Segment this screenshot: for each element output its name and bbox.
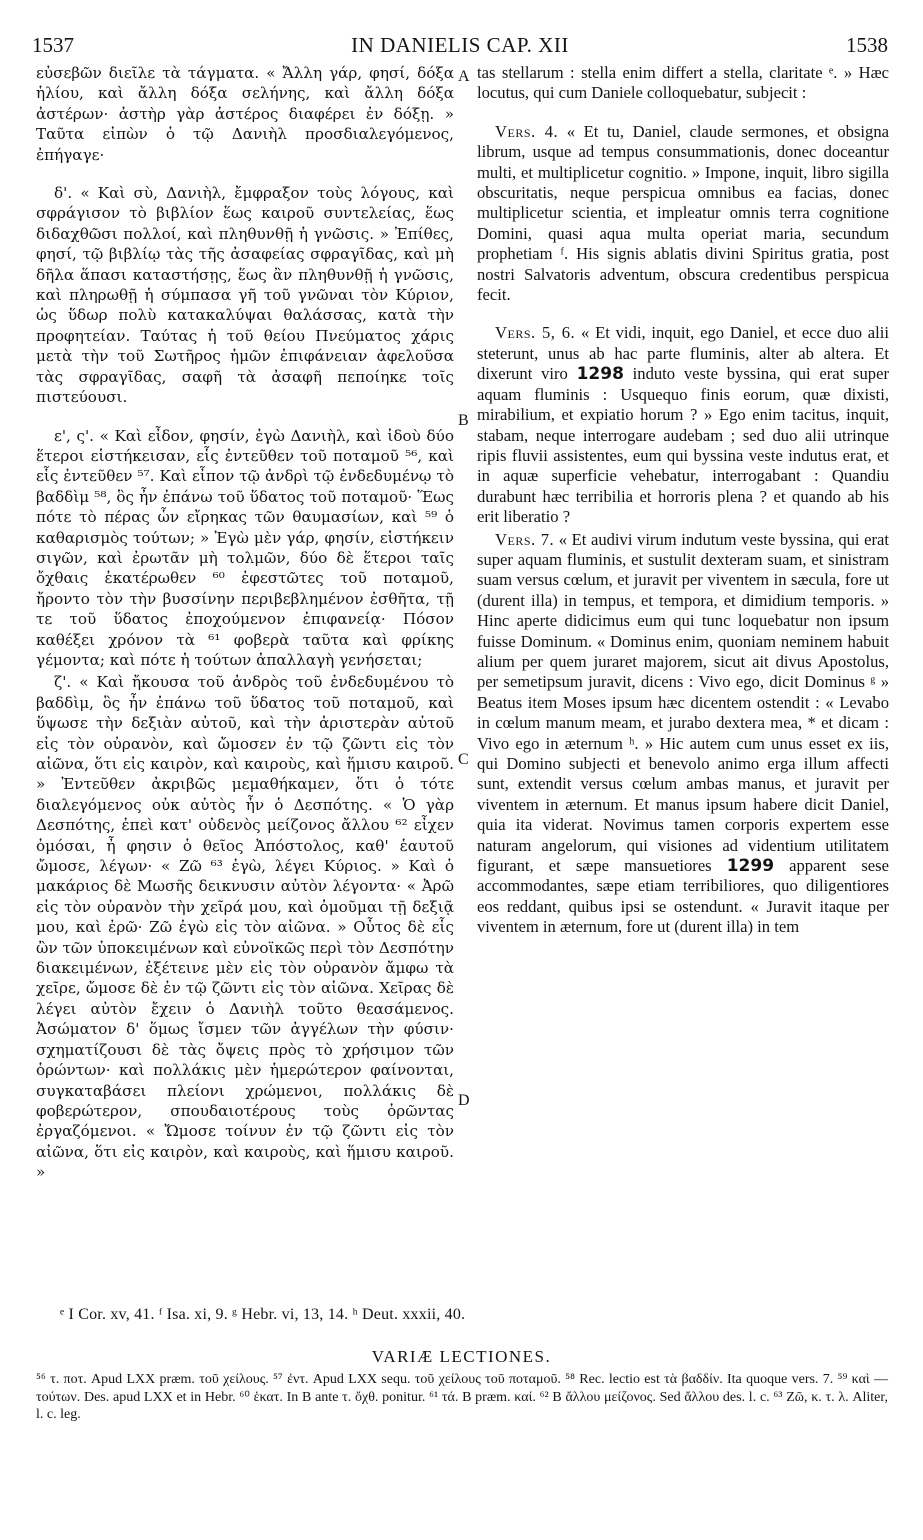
greek-paragraph-verse-5-6: ε', ς'. « Καὶ εἶδον, φησίν, ἐγὼ Δανιὴλ, καὶ ἰδοὺ δύο ἕτεροι εἱστήκεισαν, εἷς ἐντεῦθεν τοῦ ποταμοῦ ⁵⁶, καὶ εἷς ἐντεῦθεν ⁵⁷. Καὶ εἶπον τῷ ἀνδρὶ τῷ ἐνδεδυμένῳ τὸ βαδδὶμ ⁵⁸, ὃς ἦν ἐπάνω τοῦ ὕδατος τοῦ ποταμοῦ· Ἕως πότε τὸ πέρας ὧν εἴρηκας τῶν θαυμασίων, καὶ ⁵⁹ ὁ καθαρισμὸς τούτων; » Ἐγὼ μὲν γάρ, φησίν, εἱστήκειν σιγῶν, καὶ ἐρωτᾶν μὴ τολμῶν, δύο δὲ ἕτεροι ταῖς ὄχθαις ἑκατέρωθεν ⁶⁰ ἐφεστῶτες τοῦ ποταμοῦ, ἤροντο τὸν τὴν βυσσίνην περιβεβλημένον ἐσθῆτα, τῇ τε τοῦ ὕδατος ἐποχούμενον ἐπιφανείᾳ· Πόσον καθέξει χρόνον τὰ ⁶¹ φοβερὰ ταῦτα καὶ φρίκης γέμοντα; καὶ πότε ἡ τούτων ἀπαλλαγὴ γενήσεται; [36, 426, 454, 669]
variae-lectiones-title: VARIÆ LECTIONES. [371, 1347, 552, 1366]
latin-paragraph-verse-7 [477, 530, 889, 938]
column-number-1298: 1298 [576, 364, 624, 385]
verse-label-4: Vers. 4. [495, 121, 559, 141]
greek-paragraph-verse-4: δ'. « Καὶ σὺ, Δανιὴλ, ἔμφραξον τοὺς λόγους, καὶ σφράγισον τὸ βιβλίον ἕως καιροῦ συντελείας, ἕως διδαχθῶσι πολλοί, καὶ πληθυνθῇ ἡ γνῶσις. » Ἐπίθες, φησί, τῷ βιβλίῳ τὰς τῆς ἀσαφείας σφραγῖδας, καὶ μὴ δῆλα ἅπασι καταστήσῃς, ἕως ἂν πληθυνθῇ ἡ γνῶσις, καὶ πληρωθῇ ἡ σύμπασα γῆ τοῦ γνῶναι τὸν Κύριον, ὡς ὕδωρ πολὺ κατακαλύψαι θαλάσσας, κατὰ τὴν προφητείαν. Ταύτας ἡ τοῦ θείου Πνεύματος χάρις μετὰ τὴν τοῦ Σωτῆρος ἡμῶν ἐπιφάνειαν ἀφελοῦσα τὰς σφραγῖδας, σαφῆ τὰ ἀσαφῆ πεποίηκε τοῖς πιστεύουσι. [36, 184, 454, 407]
latin-paragraph-1: tas stellarum : stella enim differt a stella, claritate ᵉ. » Hæc locutus, qui cum Daniele colloquebatur, subjecit : [477, 63, 889, 103]
section-marker-b: B [458, 412, 469, 429]
section-marker-a: A [458, 68, 470, 85]
footnotes: ᵉ I Cor. xv, 41. ᶠ Isa. xi, 9. ᵍ Hebr. vi, 13, 14. ʰ Deut. xxxii, 40. [60, 1306, 466, 1323]
page-number-right: 1538 [846, 33, 888, 57]
latin-text-verse-7-a: « Et audivi virum indutum veste byssina, qui erat super aquam fluminis, et sustulit dexteram suam, et sinistram suam versus cœlum, et juravit per viventem in sæcula, fore ut (durent illa) in tempus, et tempora, et dimidium temporis. » Hinc aperte didicimus eum qui tunc loquebatur non ipsum fuisse Dominum. « Dominus enim, quoniam neminem habuit alium per quem juraret majorem, sicut ait divus Apostolus, per semetipsum juravit, dicens : Vivo ego, dicit Dominus ᵍ » Beatus item Moses ipsum hæc dicentem ostendit : « Levabo in cœlum manum meam, et jurabo dextera mea, * et dicam : Vivo ego in æternum ʰ. » Hic autem cum unus esset ex iis, qui Domino subjecti et benevolo animo erga illum affecti sunt, extendit versus cœlum ambas manus, et juravit per viventem in æternum. Et manus ipsum habere dicit Daniel, quia ita viderat. Novimus tamen corporis expertem esse naturam angelorum, qui visiones ad videntium utilitatem figurant, et sæpe mansuetiores [477, 529, 889, 876]
latin-text-verse-5-6-b: induto veste byssina, qui erat super aquam fluminis : Usquequo finis eorum, quæ dixisti, mirabilium, et expiatio horum ? » Ego enim tacitus, inquit, stabam, neque interrogare audebam ; sed duo alii utrinque ripis fluvii assistentes, eum qui byssina veste indutus erat, et in aquæ superficie vehebatur, interrogabant : Quandiu durabunt hæc terribilia et horroris plena ? et quando ab his erit liberatio ? [477, 364, 889, 527]
verse-label-5-6: Vers. 5, 6. [495, 323, 576, 343]
column-number-1299: 1299 [726, 856, 775, 877]
greek-column [36, 63, 454, 1183]
latin-paragraph-verse-4 [477, 122, 889, 306]
latin-text-verse-7-b: apparent sese accommodantes, sæpe etiam terribiliores, quo diligentiores eos reddant, quibus ipsi se ostendunt. « Juravit itaque per viventem in æternum, fore ut (durent illa) in tem [477, 856, 889, 937]
latin-text-verse-4: « Et tu, Daniel, claude sermones, et obsigna librum, usque ad tempus consummationis, donec doceantur multi, et multiplicetur cognitio. » Impone, inquit, libro sigilla obscuritatis, neque perspicua omnibus ea facias, donec multiplicetur scientia, et impleatur omnis terra cognitione Domini, quasi aqua multa operiat maria, secundum prophetiam ᶠ. His signis ablatis divini Spiritus gratia, post nostri Salvatoris adventum, obscura credentibus perspicua fecit. [477, 121, 889, 305]
greek-paragraph-verse-7: ζ'. « Καὶ ἤκουσα τοῦ ἀνδρὸς τοῦ ἐνδεδυμένου τὸ βαδδὶμ, ὃς ἦν ἐπάνω τοῦ ὕδατος τοῦ ποταμοῦ, καὶ ὕψωσε τὴν δεξιὰν αὐτοῦ, καὶ τὴν ἀριστερὰν αὐτοῦ εἰς τὸν οὐρανὸν, καὶ ὤμοσεν ἐν τῷ ζῶντι εἰς τὸν αἰῶνα, ὅτι εἰς καιρὸν, καὶ καιροὺς, καὶ ἥμισυ καιροῦ. » Ἐντεῦθεν ἀκριβῶς μεμαθήκαμεν, ὅτι ὁ τότε διαλεγόμενος οὐκ αὐτὸς ἦν ὁ Δεσπότης. « Ὁ γὰρ Δεσπότης, ἐπεὶ κατ' οὐδενὸς μείζονος ἄλλου ⁶² εἶχεν ὀμόσαι, ἦ φησιν ὁ θεῖος Ἀπόστολος, καθ' ἑαυτοῦ ὤμοσε, λέγων· « Ζῶ ⁶³ ἐγὼ, λέγει Κύριος. » Καὶ ὁ μακάριος δὲ Μωσῆς δεικνυσιν αὐτὸν λέγοντα· « Ἀρῶ εἰς τὸν οὐρανὸν τὴν χεῖρά μου, καὶ ὀμοῦμαι τῇ δεξιᾷ μου, καὶ ἐρῶ· Ζῶ ἐγὼ εἰς τὸν αἰῶνα. » Οὗτος δὲ εἷς ὢν τῶν ὑποκειμένων καὶ εὐνοϊκῶς περὶ τὸν Δεσπότην διακειμένων, ἐξέτεινε μὲν εἰς τὸν οὐρανὸν ἄμφω τὰ χεῖρε, ὤμοσε δὲ ἐν τῷ ζῶντι εἰς τὸν αἰῶνα. Χεῖρας δὲ λέγει αὐτὸν ἔχειν ὁ Δανιὴλ τοῦτο θεασάμενος. Ἀσώματον δ' ὅμως ἴσμεν τῶν ἀγγέλων τὴν φύσιν· σχηματίζουσι δὲ τὰς ὄψεις πρὸς τὸ χρήσιμον τῶν ὁρώντων· καὶ πολλάκις μὲν ἡμερώτερον φαίνονται, συγκαταβάσει πλείονι χρώμενοι, πολλάκις δὲ φοβερώτερον, σπουδαιοτέρους τοὺς ὁρῶντας ἐργαζόμενοι. « Ὤμοσε τοίνυν ἐν τῷ ζῶντι εἰς τὸν αἰῶνα, ὅτι εἰς καιρὸν, καὶ καιροὺς, καὶ ἥμισυ καιροῦ. » [36, 673, 454, 1182]
verse-label-7: Vers. 7. [495, 529, 555, 549]
section-marker-d: D [458, 1092, 470, 1109]
running-title: IN DANIELIS CAP. XII [351, 33, 569, 57]
page-number-left: 1537 [32, 33, 74, 57]
latin-paragraph-verse-5-6 [477, 323, 889, 527]
variae-lectiones-text: ⁵⁶ τ. ποτ. Apud LXX præm. τοῦ χείλους. ⁵⁷ ἐντ. Apud LXX sequ. τοῦ χείλους τοῦ ποταμοῦ. ⁵⁸ Rec. lectio est τὰ βαδδίν. Ita quoque vers. 7. ⁵⁹ καὶ — τούτων. Des. apud LXX et in Hebr. ⁶⁰ ἑκατ. In B ante τ. ὄχθ. ponitur. ⁶¹ τά. B præm. καί. ⁶² B ἄλλου μείζονος. Sed ἄλλου des. l. c. ⁶³ Ζῶ, κ. τ. λ. Aliter, l. c. leg. [36, 1372, 888, 1422]
page-header [32, 33, 888, 59]
latin-text-verse-5-6-a: « Et vidi, inquit, ego Daniel, et ecce duo alii steterunt, unus ab hac parte fluminis, alter ab altera. Et dixerunt viro [477, 323, 889, 384]
section-marker-c: C [458, 751, 469, 768]
latin-column [477, 63, 889, 938]
greek-paragraph-1: εὐσεβῶν διεῖλε τὰ τάγματα. « Ἄλλη γάρ, φησί, δόξα ἡλίου, καὶ ἄλλη δόξα σελήνης, καὶ ἄλλη δόξα ἀστέρων· ἀστὴρ γὰρ ἀστέρος διαφέρει ἐν δόξῃ. » Ταῦτα εἰπὼν ὁ τῷ Δανιὴλ προσδιαλεγόμενος, ἐπήγαγε· [36, 64, 454, 164]
